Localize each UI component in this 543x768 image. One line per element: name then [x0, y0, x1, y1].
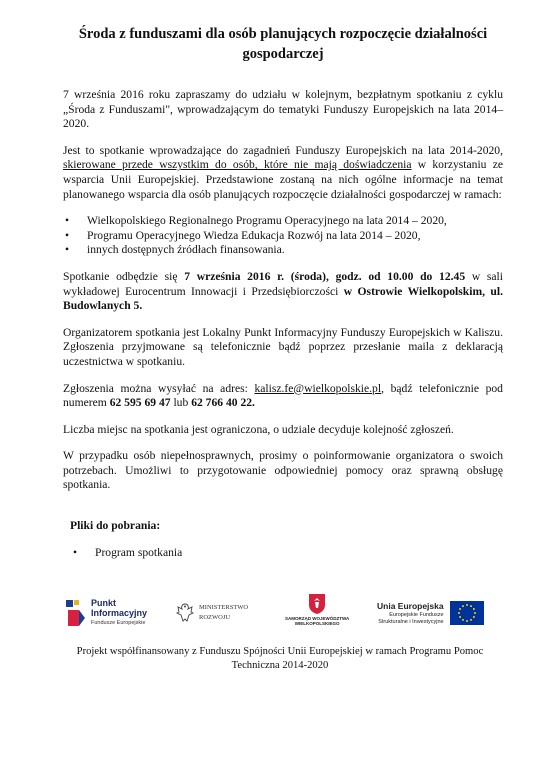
page-title: Środa z funduszami dla osób planujących rozpoczęcie działalności gospodarczej	[78, 26, 488, 62]
logo-ministerstwo-line2: ROZWOJU	[199, 614, 231, 621]
footer-line-1: Projekt współfinansowany z Funduszu Spójności Unii Europejskiej w ramach Programu Pomoc	[76, 646, 484, 657]
logo-ministerstwo-line1: MINISTERSTWO	[199, 604, 249, 611]
logo-punkt-line2: Informacyjny	[91, 608, 148, 618]
contact-text-2: , bądź telefonicznie pod numerem	[63, 381, 503, 410]
intro-text: 7 września 2016 roku zapraszamy do udziału w kolejnym, bezpłatnym spotkaniu z cyklu „Środa z Funduszami", wprowadzającym do tematyki Funduszy Europejskich na lata 2014–2020.	[63, 88, 503, 131]
eu-flag-icon	[450, 601, 484, 625]
meeting-location: w Ostrowie Wielkopolskim, ul. Budowlanych 5.	[63, 284, 503, 313]
description-underlined: skierowane przede wszystkim do osób, które nie mają doświadczenia	[63, 158, 412, 172]
ministerstwo-rozwoju-logo	[175, 593, 248, 633]
disability-paragraph: W przypadku osób niepełnosprawnych, prosimy o poinformowanie organizatora o swoich potrzebach. Umożliwi to przygotowanie odpowiedniej pomocy oraz sprawną obsługę spotkania.	[63, 449, 503, 492]
description-text-2: w korzystaniu ze wsparcia Unii Europejskiej. Przedstawione zostaną na nich ogólne informacje na temat planowanego wsparcia dla osób planujących rozpoczęcie działalności gospodarczej w ramach:	[63, 158, 504, 201]
list-item: • Programu Operacyjnego Wiedza Edukacja Rozwój na lata 2014 – 2020,	[87, 229, 503, 244]
email-link[interactable]: kalisz.fe@wielkopolskie.pl	[254, 381, 382, 395]
logo-strip	[55, 593, 495, 633]
meeting-text-2: w sali wykładowej Eurocentrum Innowacji i Przedsiębiorczości	[63, 269, 503, 298]
list-item: • innych dostępnych źródłach finansowania.	[87, 243, 503, 258]
contact-text-3: lub	[170, 396, 192, 410]
logo-samorzad-line2: WIELKOPOLSKIEGO	[294, 621, 340, 626]
phone-number-2: 62 766 40 22.	[191, 396, 255, 410]
meeting-details-paragraph	[63, 270, 503, 314]
fe-mark-icon	[65, 598, 87, 628]
intro-paragraph	[63, 88, 503, 132]
unia-europejska-logo	[377, 593, 484, 633]
footer-note	[60, 645, 500, 673]
punkt-informacyjny-logo	[65, 593, 147, 633]
files-list	[71, 546, 503, 561]
organizer-paragraph: Organizatorem spotkania jest Lokalny Punkt Informacyjny Funduszy Europejskich w Kaliszu. Zgłoszenia przyjmowane są telefonicznie bądź poprzez przesłanie maila z deklaracją uczestnictwa w spotkaniu.	[63, 325, 503, 368]
list-item: • Wielkopolskiego Regionalnego Programu Operacyjnego na lata 2014 – 2020,	[87, 214, 503, 229]
eagle-emblem-icon	[175, 601, 195, 625]
files-heading: Pliki do pobrania:	[70, 519, 161, 533]
footer-line-2: Techniczna 2014-2020	[231, 660, 329, 671]
description-paragraph	[63, 144, 503, 202]
description-text-1: Jest to spotkanie wprowadzające do zagadnień Funduszy Europejskich na lata 2014-2020,	[63, 143, 503, 157]
logo-ue-line1: Unia Europejska	[377, 600, 444, 611]
phone-number-1: 62 595 69 47	[109, 396, 171, 410]
document-page	[63, 24, 503, 573]
meeting-text-1: Spotkanie odbędzie się	[63, 269, 185, 283]
limited-seats-paragraph: Liczba miejsc na spotkania jest ograniczona, o udziale decyduje kolejność zgłoszeń.	[63, 422, 454, 436]
logo-ue-line2: Europejskie Fundusze	[389, 611, 444, 618]
coat-of-arms-icon	[308, 593, 326, 615]
logo-punkt-line1: Punkt	[91, 598, 117, 608]
samorzad-wojewodztwa-logo	[285, 593, 349, 633]
meeting-date: 7 września 2016 r. (środa), godz. od 10.00 do 12.45	[184, 269, 466, 283]
contact-text-1: Zgłoszenia można wysyłać na adres:	[63, 381, 255, 395]
file-link[interactable]: • Program spotkania	[95, 546, 503, 561]
programs-list	[63, 214, 503, 258]
logo-ue-line3: Strukturalne i Inwestycyjne	[378, 618, 444, 625]
contact-paragraph	[63, 382, 503, 411]
logo-samorzad-line1: SAMORZĄD WOJEWÓDZTWA	[285, 616, 350, 621]
logo-punkt-line3: Fundusze Europejskie	[91, 620, 146, 626]
